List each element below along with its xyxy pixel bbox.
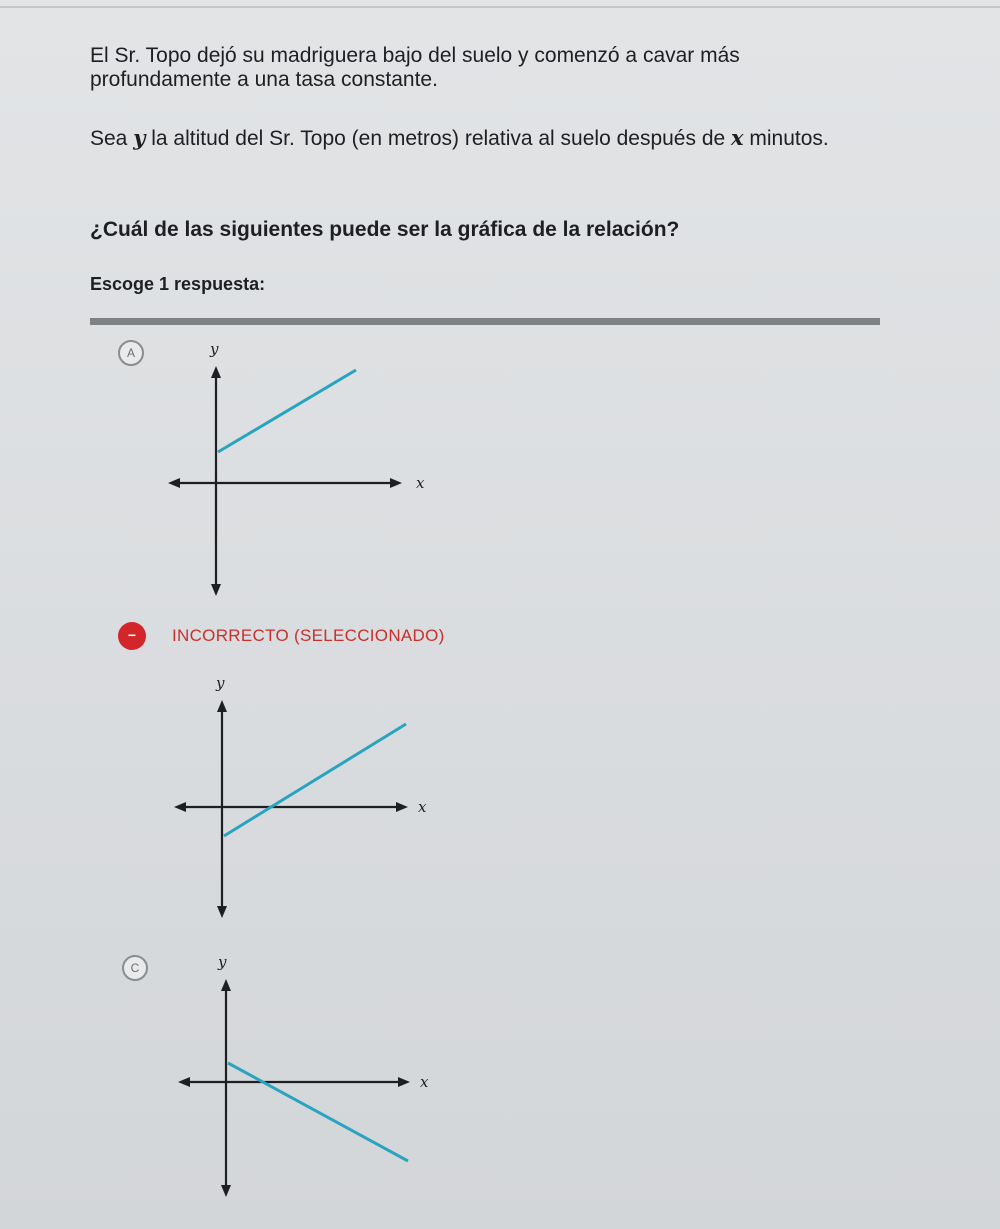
option-c-badge: C bbox=[122, 955, 148, 981]
divider bbox=[90, 318, 880, 325]
graph-line bbox=[228, 1063, 408, 1161]
incorrect-icon: − bbox=[118, 622, 146, 650]
y-arrow-down bbox=[221, 1185, 231, 1197]
x-arrow-left bbox=[174, 802, 186, 812]
x-arrow-right bbox=[396, 802, 408, 812]
x-axis-label: x bbox=[418, 798, 427, 816]
top-border bbox=[0, 6, 1000, 8]
option-a-badge: A bbox=[118, 340, 144, 366]
question-text-2 bbox=[90, 126, 870, 151]
question-prompt: ¿Cuál de las siguientes puede ser la gráfica de la relación? bbox=[90, 218, 680, 241]
option-b-graph bbox=[166, 670, 466, 930]
y-axis-label: y bbox=[216, 674, 225, 692]
y-axis-label: y bbox=[218, 953, 227, 971]
question-text-1: El Sr. Topo dejó su madriguera bajo del suelo y comenzó a cavar más profundamente a una tasa constante. bbox=[90, 44, 740, 91]
incorrect-status: INCORRECTO (SELECCIONADO) bbox=[172, 626, 445, 645]
y-arrow-up bbox=[217, 700, 227, 712]
option-a-graph bbox=[160, 336, 460, 606]
x-axis-label: x bbox=[420, 1073, 429, 1091]
y-arrow-up bbox=[221, 979, 231, 991]
x-arrow-left bbox=[178, 1077, 190, 1087]
answer-instruction: Escoge 1 respuesta: bbox=[90, 274, 266, 294]
x-axis-label: x bbox=[416, 474, 425, 492]
question-text-2-start: Sea bbox=[90, 127, 134, 150]
var-y: y bbox=[133, 125, 146, 150]
x-arrow-right bbox=[398, 1077, 410, 1087]
option-c-graph bbox=[168, 949, 468, 1209]
question-text-2-end: minutos. bbox=[743, 127, 829, 150]
option-a[interactable] bbox=[100, 336, 460, 606]
option-b[interactable] bbox=[100, 620, 460, 930]
var-x: x bbox=[731, 125, 744, 150]
y-arrow-up bbox=[211, 366, 221, 378]
y-axis-label: y bbox=[210, 340, 219, 358]
graph-line bbox=[218, 370, 356, 452]
y-arrow-down bbox=[211, 584, 221, 596]
question-text-2-middle: la altitud del Sr. Topo (en metros) relativa al suelo después de bbox=[145, 127, 732, 150]
option-c[interactable] bbox=[100, 945, 460, 1205]
x-arrow-left bbox=[168, 478, 180, 488]
graph-line bbox=[224, 724, 406, 836]
x-arrow-right bbox=[390, 478, 402, 488]
y-arrow-down bbox=[217, 906, 227, 918]
